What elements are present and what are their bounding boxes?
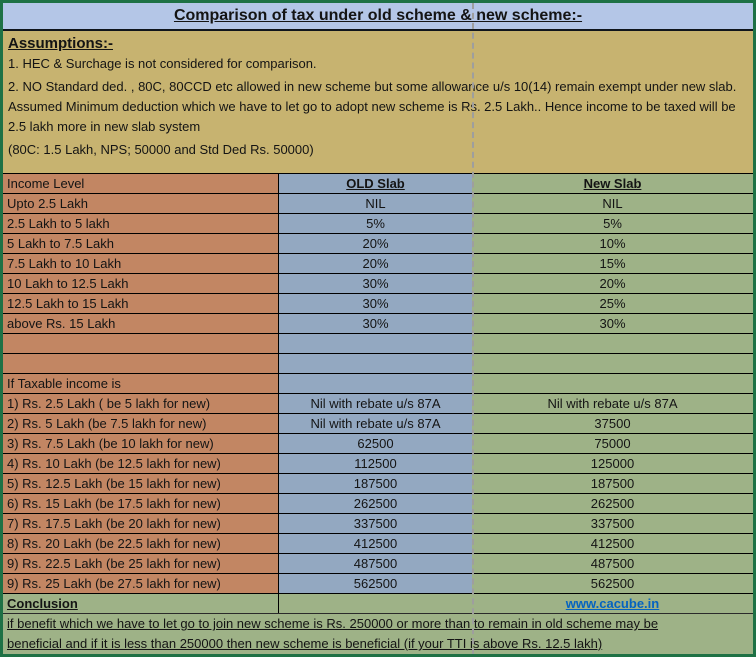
old-cell[interactable]: 337500 [279,514,472,533]
old-cell[interactable]: 5% [279,214,472,233]
assumption-line-3: (80C: 1.5 Lakh, NPS; 50000 and Std Ded Rs. 50000) [8,142,314,157]
taxable-row [3,494,753,514]
old-cell[interactable]: 262500 [279,494,472,513]
income-level-header-cell[interactable]: Income Level [3,174,279,193]
income-cell[interactable] [3,334,279,353]
new-cell[interactable]: 37500 [472,414,753,433]
conclusion-section [3,594,753,654]
old-cell[interactable]: Nil with rebate u/s 87A [279,414,472,433]
old-cell[interactable]: 20% [279,254,472,273]
new-cell[interactable]: 30% [472,314,753,333]
old-cell[interactable]: NIL [279,194,472,213]
old-cell[interactable] [279,354,472,373]
taxable-row [3,534,753,554]
old-cell[interactable]: Nil with rebate u/s 87A [279,394,472,413]
taxable-row [3,434,753,454]
taxable-row [3,394,753,414]
new-cell[interactable]: 187500 [472,474,753,493]
slab-row [3,234,753,254]
new-cell[interactable]: 487500 [472,554,753,573]
old-cell[interactable]: 412500 [279,534,472,553]
income-cell[interactable]: 9) Rs. 22.5 Lakh (be 25 lakh for new) [3,554,279,573]
new-cell[interactable]: 5% [472,214,753,233]
new-cell[interactable] [472,374,753,393]
new-cell[interactable]: 125000 [472,454,753,473]
old-cell[interactable]: 30% [279,294,472,313]
empty-row [3,354,753,374]
empty-row [3,334,753,354]
taxable-heading-cell[interactable]: If Taxable income is [3,374,279,393]
new-cell[interactable]: NIL [472,194,753,213]
new-cell[interactable]: 20% [472,274,753,293]
slab-row [3,294,753,314]
income-cell[interactable]: 7.5 Lakh to 10 Lakh [3,254,279,273]
income-cell[interactable]: 4) Rs. 10 Lakh (be 12.5 lakh for new) [3,454,279,473]
income-cell[interactable]: 5 Lakh to 7.5 Lakh [3,234,279,253]
assumption-line-2: 2. NO Standard ded. , 80C, 80CCD etc allowed in new scheme but some allowance u/s 10(14) remain exempt under new slab. Assumed Minimum deduction which we have to let go to adopt new scheme is Rs. 2.5 Lakh.. Hence income to be taxed will be 2.5 lakh more in new slab system [8,79,737,134]
old-slab-header-label: OLD Slab [346,176,405,191]
new-cell[interactable]: 337500 [472,514,753,533]
income-cell[interactable]: 6) Rs. 15 Lakh (be 17.5 lakh for new) [3,494,279,513]
slab-row [3,274,753,294]
new-cell[interactable]: 25% [472,294,753,313]
new-cell[interactable]: 412500 [472,534,753,553]
website-link-cell [472,594,753,613]
assumptions-section [3,31,753,173]
new-cell[interactable] [472,334,753,353]
new-cell[interactable]: 75000 [472,434,753,453]
taxable-row [3,474,753,494]
slab-row [3,254,753,274]
old-cell[interactable] [279,374,472,393]
slab-row [3,314,753,334]
old-cell[interactable]: 62500 [279,434,472,453]
new-cell[interactable]: 262500 [472,494,753,513]
income-cell[interactable]: 10 Lakh to 12.5 Lakh [3,274,279,293]
old-cell[interactable]: 30% [279,274,472,293]
slab-row [3,194,753,214]
old-cell[interactable]: 562500 [279,574,472,593]
taxable-heading-row [3,374,753,394]
income-cell[interactable]: 1) Rs. 2.5 Lakh ( be 5 lakh for new) [3,394,279,413]
assumption-line-1: 1. HEC & Surchage is not considered for comparison. [8,56,317,71]
income-cell[interactable]: 2) Rs. 5 Lakh (be 7.5 lakh for new) [3,414,279,433]
new-cell[interactable]: Nil with rebate u/s 87A [472,394,753,413]
old-cell[interactable]: 20% [279,234,472,253]
old-slab-header-cell[interactable] [279,174,472,193]
conclusion-heading: Conclusion [3,594,279,613]
taxable-row [3,414,753,434]
conclusion-row [3,594,753,614]
new-cell[interactable] [472,354,753,373]
old-cell[interactable]: 30% [279,314,472,333]
old-cell[interactable]: 487500 [279,554,472,573]
website-link[interactable]: www.cacube.in [565,596,660,611]
income-cell[interactable]: 8) Rs. 20 Lakh (be 22.5 lakh for new) [3,534,279,553]
taxable-row [3,454,753,474]
new-slab-header-cell[interactable] [472,174,753,193]
new-cell[interactable]: 562500 [472,574,753,593]
taxable-row [3,554,753,574]
taxable-row [3,574,753,594]
assumptions-heading: Assumptions:- [8,35,113,52]
conclusion-line-1: if benefit which we have to let go to join new scheme is Rs. 250000 or more than to remain in old scheme may be [3,614,753,634]
comparison-table [3,173,753,594]
taxable-row [3,514,753,534]
income-cell[interactable]: 3) Rs. 7.5 Lakh (be 10 lakh for new) [3,434,279,453]
income-cell[interactable]: above Rs. 15 Lakh [3,314,279,333]
income-cell[interactable]: Upto 2.5 Lakh [3,194,279,213]
slab-row [3,214,753,234]
new-slab-header-label: New Slab [583,176,642,191]
conclusion-line-2: beneficial and if it is less than 250000 then new scheme is beneficial (if your TTI is above Rs. 12.5 lakh) [3,634,753,654]
income-cell[interactable]: 9) Rs. 25 Lakh (be 27.5 lakh for new) [3,574,279,593]
conclusion-spacer-cell [279,594,472,613]
income-cell[interactable]: 5) Rs. 12.5 Lakh (be 15 lakh for new) [3,474,279,493]
old-cell[interactable]: 187500 [279,474,472,493]
income-cell[interactable]: 12.5 Lakh to 15 Lakh [3,294,279,313]
table-header-row [3,173,753,194]
income-cell[interactable] [3,354,279,373]
sheet-title: Comparison of tax under old scheme & new scheme:- [3,3,753,31]
income-cell[interactable]: 7) Rs. 17.5 Lakh (be 20 lakh for new) [3,514,279,533]
new-cell[interactable]: 10% [472,234,753,253]
income-cell[interactable]: 2.5 Lakh to 5 lakh [3,214,279,233]
old-cell[interactable]: 112500 [279,454,472,473]
new-cell[interactable]: 15% [472,254,753,273]
old-cell[interactable] [279,334,472,353]
